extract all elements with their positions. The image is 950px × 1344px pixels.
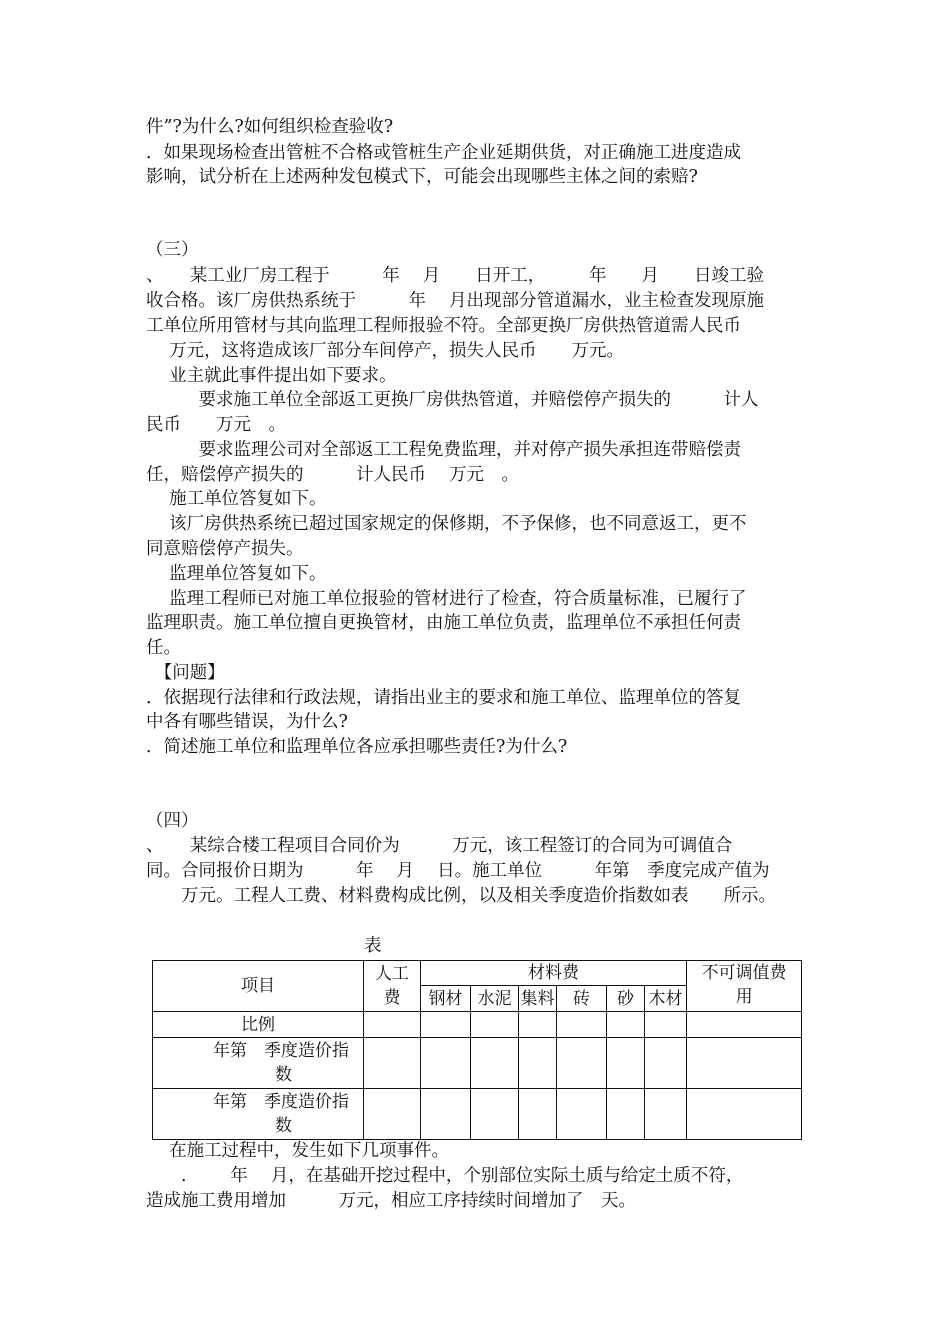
- table-row: [153, 1012, 802, 1038]
- table-cell: [607, 1089, 645, 1140]
- header-fixed-cost: 不可调值费 用: [687, 961, 802, 1012]
- text-line: 影响，试分析在上述两种发包模式下，可能会出现哪些主体之间的索赔?: [146, 167, 698, 187]
- header-item: 项目: [153, 961, 364, 1012]
- text-line: 在施工过程中，发生如下几项事件。: [146, 1141, 450, 1161]
- table-cell: [471, 1038, 519, 1089]
- table-cell: [471, 1012, 519, 1038]
- header-aggregate: 集料: [519, 986, 557, 1012]
- row-label-index: 年第 季度造价指 数: [153, 1038, 364, 1089]
- section-heading: （四）: [146, 811, 199, 831]
- question-heading: 【问题】: [146, 663, 225, 683]
- text-line: 监理单位答复如下。: [146, 564, 327, 584]
- table-cell: [645, 1038, 687, 1089]
- row-label-index: 年第 季度造价指 数: [153, 1089, 364, 1140]
- header-material: 材料费: [421, 961, 687, 986]
- header-brick: 砖: [557, 986, 607, 1012]
- header-sand: 砂: [607, 986, 645, 1012]
- table-row: [153, 1038, 802, 1089]
- text-line: ．简述施工单位和监理单位各应承担哪些责任?为什么?: [146, 737, 568, 757]
- header-steel: 钢材: [421, 986, 471, 1012]
- header-cement: 水泥: [471, 986, 519, 1012]
- text-line: 要求施工单位全部返工更换厂房供热管道，并赔偿停产损失的 计人: [146, 390, 759, 410]
- table-cell: [421, 1038, 471, 1089]
- table-cell: [645, 1012, 687, 1038]
- text-line: 中各有哪些错误，为什么?: [146, 712, 348, 732]
- table-cell: [519, 1089, 557, 1140]
- row-label-ratio: 比例: [153, 1012, 364, 1038]
- table-cell: [557, 1038, 607, 1089]
- text-line: 监理工程师已对施工单位报验的管材进行了检查，符合质量标准，已履行了: [146, 589, 747, 609]
- header-wood: 木材: [645, 986, 687, 1012]
- text-line: 监理职责。施工单位擅自更换管材，由施工单位负责，监理单位不承担任何责: [146, 613, 741, 633]
- table-caption: 表: [364, 936, 382, 956]
- table-cell: [364, 1038, 421, 1089]
- text-line: 施工单位答复如下。: [146, 489, 327, 509]
- table-cell: [607, 1012, 645, 1038]
- table-cell: [421, 1089, 471, 1140]
- table-cell: [645, 1089, 687, 1140]
- text-line: ．如果现场检查出管桩不合格或管桩生产企业延期供货，对正确施工进度造成: [146, 143, 741, 163]
- text-line: 、 某综合楼工程项目合同价为 万元，该工程签订的合同为可调值合: [146, 836, 733, 856]
- table-cell: [421, 1012, 471, 1038]
- text-line: 造成施工费用增加 万元，相应工序持续时间增加了 天。: [146, 1191, 636, 1211]
- text-line: 任。: [146, 638, 181, 658]
- text-line: 同意赔偿停产损失。: [146, 539, 304, 559]
- text-line: 同。合同报价日期为 年 月 日。施工单位 年第 季度完成产值为: [146, 861, 770, 881]
- section-heading: （三）: [146, 240, 199, 260]
- table-cell: [687, 1089, 802, 1140]
- text-line: 件”?为什么?如何组织检查验收?: [146, 117, 394, 137]
- text-line: ．依据现行法律和行政法规，请指出业主的要求和施工单位、监理单位的答复: [146, 688, 741, 708]
- text-line: 收合格。该厂房供热系统于 年 月出现部分管道漏水，业主检查发现原施: [146, 291, 765, 311]
- table-cell: [519, 1038, 557, 1089]
- text-line: 万元。工程人工费、材料费构成比例，以及相关季度造价指数如表 所示。: [146, 886, 776, 906]
- text-line: ． 年 月，在基础开挖过程中，个别部位实际土质与给定土质不符，: [146, 1166, 744, 1186]
- table-row: [153, 1089, 802, 1140]
- table-cell: [364, 1012, 421, 1038]
- table-cell: [471, 1089, 519, 1140]
- table-cell: [687, 1012, 802, 1038]
- table-cell: [607, 1038, 645, 1089]
- table-cell: [687, 1038, 802, 1089]
- table-cell: [557, 1089, 607, 1140]
- text-line: 要求监理公司对全部返工工程免费监理，并对停产损失承担连带赔偿责: [146, 440, 741, 460]
- text-line: 、 某工业厂房工程于 年 月 日开工， 年 月 日竣工验: [146, 266, 765, 286]
- text-line: 民币 万元 。: [146, 415, 286, 435]
- table-cell: [364, 1089, 421, 1140]
- table-cell: [557, 1012, 607, 1038]
- text-line: 该厂房供热系统已超过国家规定的保修期，不予保修，也不同意返工，更不: [146, 514, 747, 534]
- table-cell: [519, 1012, 557, 1038]
- price-index-table: [152, 960, 802, 1140]
- text-line: 任，赔偿停产损失的 计人民币 万元 。: [146, 465, 520, 485]
- text-line: 万元，这将造成该厂部分车间停产，损失人民币 万元。: [146, 341, 625, 361]
- text-line: 工单位所用管材与其向监理工程师报验不符。全部更换厂房供热管道需人民币: [146, 316, 741, 336]
- text-line: 业主就此事件提出如下要求。: [146, 366, 397, 386]
- header-labor: 人工 费: [364, 961, 421, 1012]
